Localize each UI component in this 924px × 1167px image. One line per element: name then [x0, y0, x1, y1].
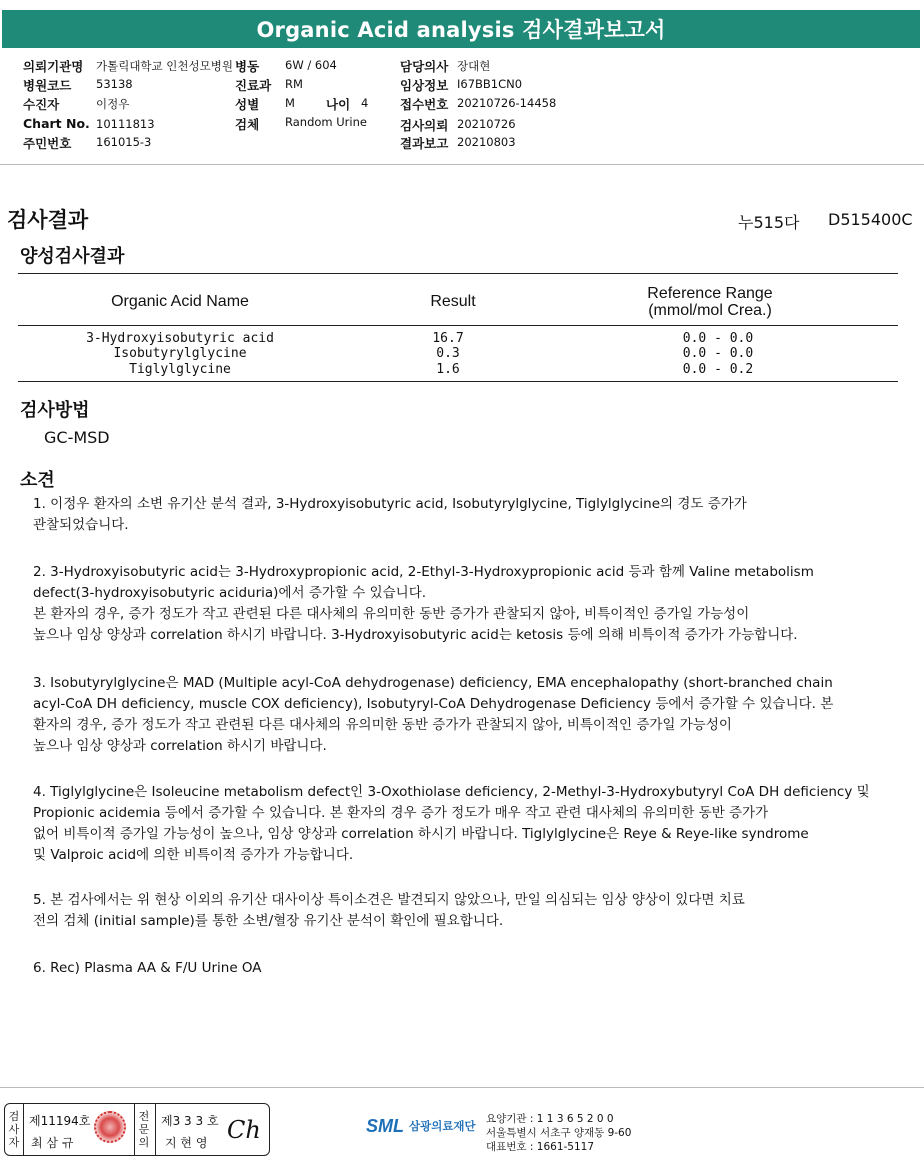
request-label: 검사의뢰 [400, 118, 449, 133]
row-3-result: 1.6 [436, 362, 460, 377]
finding-1-line-2: 관찰되었습니다. [33, 517, 129, 533]
patient-info [0, 0, 924, 160]
institution-code: 요양기관 : 1 1 3 6 5 2 0 0 [486, 1113, 614, 1125]
row-1-name: 3-Hydroxyisobutyric acid [86, 331, 274, 346]
report-date-label: 결과보고 [400, 136, 449, 151]
patient-value: 이정우 [96, 97, 130, 111]
finding-3-line-3: 환자의 경우, 증가 정도가 작고 관련된 다른 대사체의 유의미한 동반 증가가 관찰되지 않아, 비특이적인 증가일 가능성이 [33, 717, 732, 733]
finding-5-line-2: 전의 검체 (initial sample)를 통한 소변/혈장 유기산 분석이 확인에 필요합니다. [33, 913, 504, 929]
examiner-char-2: 사 [8, 1123, 20, 1136]
specialist-char-3: 의 [138, 1136, 150, 1149]
resident-no-label: 주민번호 [23, 136, 72, 151]
findings-heading: 소견 [20, 470, 55, 491]
finding-3 [33, 673, 903, 757]
finding-4 [33, 782, 903, 866]
doctor-label: 담당의사 [400, 59, 449, 74]
column-result: Result [430, 293, 476, 310]
doctor-value: 장대현 [457, 59, 491, 73]
ward-label: 병동 [235, 59, 260, 74]
divider [0, 164, 924, 165]
table-header-rule [18, 325, 898, 326]
specialist-license: 제3 3 3 호 [161, 1114, 219, 1128]
finding-3-line-1: 3. Isobutyrylglycine은 MAD (Multiple acyl-CoA dehydrogenase) deficiency, EMA encephalopathy (short-branched chain [33, 675, 833, 691]
box-divider [134, 1104, 135, 1155]
receipt-no-label: 접수번호 [400, 97, 449, 112]
specimen-value: Random Urine [285, 115, 367, 129]
table-bottom-rule [18, 381, 898, 382]
report-date-value: 20210803 [457, 135, 516, 149]
finding-4-line-2: Propionic acidemia 등에서 증가할 수 있습니다. 본 환자의 경우 증가 정도가 매우 작고 관련 대사체의 유의미한 동반 증가가 [33, 805, 769, 821]
sex-label: 성별 [235, 97, 260, 112]
chart-no-value: 10111813 [96, 117, 155, 131]
column-reference-line1: Reference Range [647, 285, 773, 302]
examiner-name: 최 삼 규 [31, 1136, 74, 1150]
sex-value: M [285, 96, 295, 110]
logo-mark: SML [366, 1115, 404, 1136]
age-value: 4 [361, 96, 369, 110]
finding-3-line-2: acyl-CoA DH deficiency, muscle COX deficiency), Isobutyryl-CoA Dehydrogenase Deficiency 등에서 증가할 수 있습니다. 본 [33, 696, 834, 712]
institution-label: 의뢰기관명 [23, 59, 84, 74]
column-reference-line2: (mmol/mol Crea.) [648, 302, 772, 319]
finding-4-line-4: 및 Valproic acid에 의한 비특이적 증가가 가능합니다. [33, 847, 354, 863]
finding-2-line-1: 2. 3-Hydroxyisobutyric acid는 3-Hydroxypropionic acid, 2-Ethyl-3-Hydroxypropionic acid 등과 함께 Valine metabolism [33, 564, 814, 580]
signature: Ch [227, 1116, 261, 1144]
examiner-char-1: 검 [8, 1110, 20, 1123]
row-2-result: 0.3 [436, 346, 460, 361]
examiner-char-3: 자 [8, 1136, 20, 1149]
row-2-name: Isobutyrylglycine [113, 346, 247, 361]
logo-name: 삼광의료재단 [409, 1119, 476, 1133]
clinical-info-label: 임상정보 [400, 78, 449, 93]
column-name: Organic Acid Name [111, 293, 249, 310]
row-2-reference: 0.0 - 0.0 [682, 346, 754, 361]
finding-6-line-1: 6. Rec) Plasma AA & F/U Urine OA [33, 960, 262, 976]
specialist-char-2: 문 [138, 1123, 150, 1136]
seal-stamp-icon [94, 1111, 126, 1143]
age-label: 나이 [326, 97, 351, 112]
ward-value: 6W / 604 [285, 58, 337, 72]
row-1-reference: 0.0 - 0.0 [682, 331, 754, 346]
positive-results-heading: 양성검사결과 [20, 246, 125, 267]
row-3-reference: 0.0 - 0.2 [682, 362, 754, 377]
box-divider [23, 1104, 24, 1155]
receipt-no-value: 20210726-14458 [457, 96, 557, 110]
finding-5-line-1: 5. 본 검사에서는 위 현상 이외의 유기산 대사이상 특이소견은 발견되지 않았으나, 만일 의심되는 임상 양상이 있다면 치료 [33, 892, 745, 908]
chart-no-label: Chart No. [23, 116, 90, 131]
examiner-vertical-label [7, 1110, 21, 1149]
code-2: D515400C [828, 210, 913, 229]
finding-2-line-3: 본 환자의 경우, 증가 정도가 작고 관련된 다른 대사체의 유의미한 동반 증가가 관찰되지 않아, 비특이적인 증가일 가능성이 [33, 606, 750, 622]
finding-2 [33, 562, 903, 646]
specialist-name: 지 현 영 [165, 1136, 208, 1150]
method-heading: 검사방법 [20, 400, 90, 421]
specialist-vertical-label [137, 1110, 151, 1149]
request-value: 20210726 [457, 117, 516, 131]
row-1-result: 16.7 [432, 331, 464, 346]
results-heading: 검사결과 [7, 208, 89, 232]
box-divider [155, 1104, 156, 1155]
specimen-label: 검체 [235, 117, 260, 132]
method-value: GC-MSD [44, 428, 110, 447]
phone: 대표번호 : 1661-5117 [486, 1141, 595, 1153]
table-top-rule [18, 273, 898, 274]
code-1: 누515다 [738, 213, 800, 232]
finding-4-line-1: 4. Tiglylglycine은 Isoleucine metabolism defect인 3-Oxothiolase deficiency, 2-Methyl-3-Hydroxybutyryl CoA DH deficiency 및 [33, 784, 870, 800]
finding-2-line-4: 높으나 임상 양상과 correlation 하시기 바랍니다. 3-Hydroxyisobutyric acid는 ketosis 등에 의해 비특이적 증가가 가능합니다. [33, 627, 798, 643]
finding-5 [33, 890, 903, 932]
finding-1-line-1: 1. 이정우 환자의 소변 유기산 분석 결과, 3-Hydroxyisobutyric acid, Isobutyrylglycine, Tiglylglycine의 경도 증가가 [33, 496, 747, 512]
hospital-code-label: 병원코드 [23, 78, 72, 93]
department-label: 진료과 [235, 78, 272, 93]
resident-no-value: 161015-3 [96, 135, 152, 149]
finding-3-line-4: 높으나 임상 양상과 correlation 하시기 바랍니다. [33, 738, 327, 754]
sml-logo [366, 1110, 476, 1142]
examiner-license: 제11194호 [29, 1114, 91, 1128]
signature-box [4, 1103, 270, 1156]
finding-1 [33, 494, 903, 536]
finding-2-line-2: defect(3-hydroxyisobutyric aciduria)에서 증가할 수 있습니다. [33, 585, 427, 601]
specialist-char-1: 전 [138, 1110, 150, 1123]
department-value: RM [285, 77, 303, 91]
clinical-info-value: I67BB1CN0 [457, 77, 523, 91]
row-3-name: Tiglylglycine [129, 362, 231, 377]
address: 서울특별시 서초구 양재동 9-60 [486, 1127, 632, 1139]
report-title: Organic Acid analysis 검사결과보고서 [2, 10, 920, 48]
finding-4-line-3: 없어 비특이적 증가일 가능성이 높으나, 임상 양상과 correlation 하시기 바랍니다. Tiglylglycine은 Reye & Reye-like syndrome [33, 826, 809, 842]
patient-label: 수진자 [23, 97, 60, 112]
finding-6 [33, 958, 903, 979]
institution-value: 가톨릭대학교 인천성모병원 [96, 59, 233, 73]
footer-divider [0, 1087, 924, 1088]
hospital-code-value: 53138 [96, 77, 133, 91]
